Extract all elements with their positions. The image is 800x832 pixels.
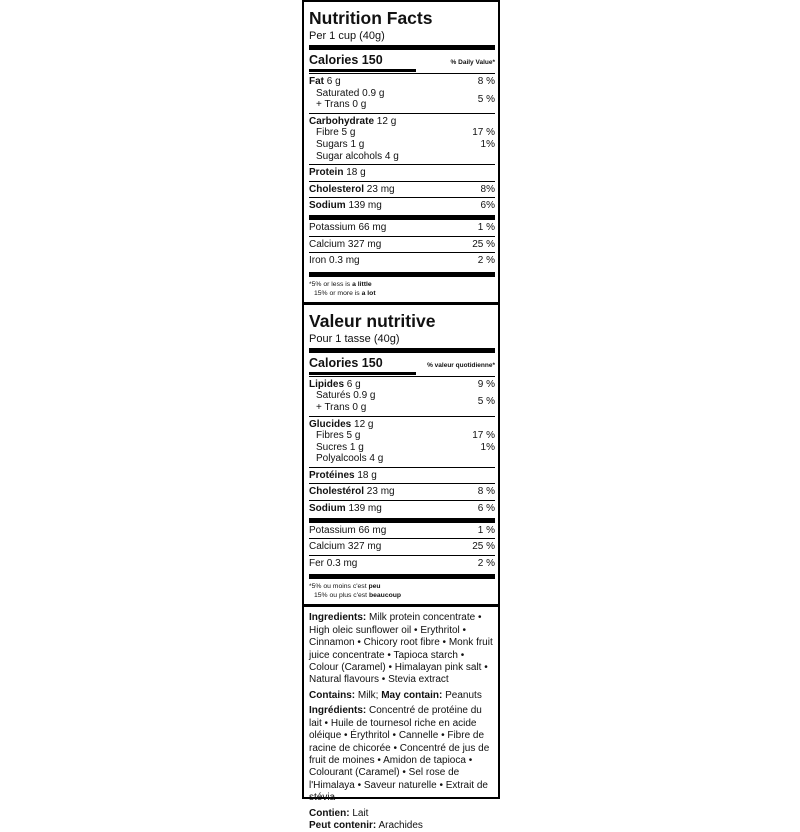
contains-text: Milk; bbox=[355, 689, 382, 701]
nutrient-row-sugars bbox=[309, 139, 495, 151]
nutrient-pct: 17 % bbox=[472, 127, 495, 139]
nutrient-pct: 8% bbox=[480, 183, 495, 195]
nutrient-name: Sodium bbox=[309, 200, 346, 212]
nutrient-row-iron bbox=[309, 255, 495, 267]
nutrient-pct: 1% bbox=[480, 138, 495, 150]
nutrient-pct: 6 % bbox=[477, 503, 495, 515]
daily-value-header: % valeur quotidienne* bbox=[427, 361, 495, 369]
nutrient-pct: 1 % bbox=[477, 524, 495, 536]
ingredients-text: Concentré de protéine du lait • Huile de tournesol riche en acide oléique • Érythritol • Cannelle • Fibre de racine de chicorée • Concentré de jus de fruit de moines • Amidon de tapioca • Colourant (Caramel) • Sel rose de l'Himalaya • Saveur naturelle • Extrait de stévia bbox=[309, 705, 490, 804]
nutrient-row-cholesterol bbox=[309, 486, 495, 498]
nutrient-amount: 23 mg bbox=[364, 486, 395, 498]
nutrient-row-carbohydrate bbox=[309, 419, 495, 431]
nutrient-row-protein bbox=[309, 167, 495, 179]
calories-row bbox=[309, 50, 495, 67]
daily-value-header: % Daily Value* bbox=[450, 59, 495, 66]
footnote-text: 15% ou plus c'est bbox=[314, 592, 369, 600]
valeur-nutritive-fr bbox=[309, 305, 495, 605]
nutrient-amount: 18 g bbox=[354, 469, 377, 481]
nutrient-row-sugar-alcohols bbox=[309, 151, 495, 163]
nutrient-name: + Trans 0 g bbox=[316, 99, 367, 111]
fat-group bbox=[309, 377, 495, 416]
potassium-group bbox=[309, 220, 495, 236]
footnote-text: 15% or more is bbox=[314, 289, 362, 297]
nutrient-row-sugars bbox=[309, 442, 495, 454]
nutrient-row-fat bbox=[309, 379, 495, 391]
iron-group bbox=[309, 556, 495, 572]
nutrient-pct: 8 % bbox=[477, 76, 495, 87]
calories-bar bbox=[309, 372, 416, 375]
nutrient-row-potassium bbox=[309, 222, 495, 234]
calories: Calories 150 bbox=[309, 53, 383, 67]
serving-size: Per 1 cup (40g) bbox=[309, 30, 385, 42]
contains-label: Contains: bbox=[309, 689, 356, 701]
nutrient-name: Potassium 66 mg bbox=[309, 524, 387, 536]
may-contain-label: Peut contenir: bbox=[309, 819, 377, 831]
nutrient-pct: 25 % bbox=[472, 541, 495, 553]
nutrient-name: Sugars 1 g bbox=[316, 138, 365, 150]
nutrient-amount: 18 g bbox=[343, 167, 366, 179]
nutrient-amount: 139 mg bbox=[345, 200, 382, 212]
nutrient-row-fat bbox=[309, 76, 495, 88]
footnote-text: *5% or less is bbox=[309, 280, 353, 288]
nutrient-pct: 25 % bbox=[472, 238, 495, 250]
iron-group bbox=[309, 253, 495, 269]
nutrient-amount: 23 mg bbox=[364, 183, 395, 195]
nutrient-row-sodium bbox=[309, 503, 495, 515]
nutrient-row-carbohydrate bbox=[309, 116, 495, 128]
nutrient-name: Saturés 0.9 g bbox=[316, 390, 376, 402]
ingredients-en bbox=[309, 612, 495, 686]
calories-bar bbox=[309, 69, 416, 72]
contains-label: Contien: bbox=[309, 807, 350, 819]
nutrient-pct: 2 % bbox=[477, 255, 495, 267]
fat-group bbox=[309, 74, 495, 113]
nutrient-name: Cholesterol bbox=[309, 183, 365, 195]
footnote bbox=[309, 277, 495, 302]
cholesterol-group bbox=[309, 484, 495, 500]
nutrient-pct: 9 % bbox=[477, 378, 495, 390]
ingredients-label: Ingredients: bbox=[309, 612, 367, 624]
nutrient-name: Lipides bbox=[309, 378, 345, 390]
calories: Calories 150 bbox=[309, 355, 383, 370]
nutrient-name: Cholestérol bbox=[309, 486, 365, 498]
nutrient-row-trans bbox=[309, 402, 495, 414]
nutrient-name: Calcium 327 mg bbox=[309, 541, 382, 553]
nutrient-pct: 6% bbox=[480, 200, 495, 212]
nutrient-row-fibre bbox=[309, 430, 495, 442]
nutrient-name: Carbohydrate bbox=[309, 115, 375, 127]
panel-title: Nutrition Facts bbox=[309, 8, 433, 28]
nutrient-amount: 6 g bbox=[344, 378, 361, 390]
footnote-line-1 bbox=[309, 582, 495, 591]
carb-group bbox=[309, 114, 495, 164]
ingredients-text: Milk protein concentrate • High oleic sunflower oil • Erythritol • Cinnamon • Chicory root fibre • Monk fruit juice concentrate • Tapioca starch • Colour (Caramel) • Himalayan pink salt • Natural flavours • Stevia extract bbox=[309, 612, 493, 686]
may-contain-label: May contain: bbox=[381, 689, 443, 701]
ingredients-fr bbox=[309, 705, 495, 804]
nutrient-name: Glucides bbox=[309, 418, 352, 430]
nutrition-label bbox=[302, 0, 500, 831]
protein-group bbox=[309, 468, 495, 484]
nutrient-pct: 17 % bbox=[472, 430, 495, 442]
contains-fr bbox=[309, 808, 495, 832]
nutrient-name: Protéines bbox=[309, 469, 355, 481]
nutrient-name: Saturated 0.9 g bbox=[316, 87, 385, 99]
nutrient-amount: 6 g bbox=[324, 76, 341, 87]
ingredients-section bbox=[309, 607, 495, 832]
nutrient-name: Sodium bbox=[309, 503, 346, 515]
footnote-bold: a lot bbox=[361, 289, 376, 297]
nutrient-row-sodium bbox=[309, 200, 495, 212]
sodium-group bbox=[309, 198, 495, 214]
may-contain-text: Peanuts bbox=[442, 689, 482, 701]
nutrient-amount: 12 g bbox=[374, 115, 397, 127]
nutrient-pct: 5 % bbox=[477, 396, 495, 408]
nutrient-pct: 1% bbox=[480, 441, 495, 453]
footnote-text: *5% ou moins c'est bbox=[309, 583, 369, 591]
nutrient-name: Sugar alcohols 4 g bbox=[316, 150, 399, 162]
nutrient-pct: 5 % bbox=[477, 93, 495, 105]
carb-group bbox=[309, 417, 495, 467]
nutrient-name: Fer 0.3 mg bbox=[309, 557, 358, 569]
nutrient-amount: 12 g bbox=[351, 418, 374, 430]
footnote-line-2 bbox=[309, 591, 495, 600]
nutrition-facts-en bbox=[309, 2, 495, 302]
nutrient-name: Calcium 327 mg bbox=[309, 238, 382, 250]
may-contain-text: Arachides bbox=[376, 819, 423, 831]
nutrient-name: Fibre 5 g bbox=[316, 127, 356, 139]
nutrient-row-sugar-alcohols bbox=[309, 453, 495, 465]
potassium-group bbox=[309, 523, 495, 539]
nutrient-row-potassium bbox=[309, 525, 495, 537]
nutrient-pct: 1 % bbox=[477, 221, 495, 233]
nutrient-row-iron bbox=[309, 558, 495, 570]
footnote-bold: beaucoup bbox=[368, 592, 402, 600]
ingredients-label: Ingrédients: bbox=[309, 705, 367, 717]
footnote bbox=[309, 579, 495, 604]
footnote-line-2 bbox=[309, 289, 495, 298]
nutrient-name: Iron 0.3 mg bbox=[309, 255, 360, 267]
contains-en bbox=[309, 690, 495, 702]
nutrient-name: Polyalcools 4 g bbox=[316, 453, 384, 465]
footnote-bold: a little bbox=[352, 280, 372, 288]
cholesterol-group bbox=[309, 182, 495, 198]
nutrient-name: Protein bbox=[309, 167, 344, 179]
footnote-bold: peu bbox=[368, 583, 381, 591]
nutrient-name: Potassium 66 mg bbox=[309, 221, 387, 233]
nutrient-row-calcium bbox=[309, 239, 495, 251]
calcium-group bbox=[309, 237, 495, 253]
footnote-line-1 bbox=[309, 280, 495, 289]
nutrient-pct: 2 % bbox=[477, 557, 495, 569]
serving-size: Pour 1 tasse (40g) bbox=[309, 332, 400, 345]
nutrient-row-calcium bbox=[309, 541, 495, 553]
calories-row bbox=[309, 353, 495, 370]
sodium-group bbox=[309, 501, 495, 517]
nutrient-row-fibre bbox=[309, 127, 495, 139]
panel-title: Valeur nutritive bbox=[309, 310, 436, 331]
nutrient-name: Fibres 5 g bbox=[316, 430, 361, 442]
nutrient-row-cholesterol bbox=[309, 184, 495, 196]
nutrient-pct: 8 % bbox=[477, 486, 495, 498]
contains-text: Lait bbox=[349, 807, 369, 819]
nutrient-row-trans bbox=[309, 99, 495, 111]
nutrient-name: + Trans 0 g bbox=[316, 401, 367, 413]
nutrient-amount: 139 mg bbox=[345, 503, 382, 515]
calcium-group bbox=[309, 539, 495, 555]
protein-group bbox=[309, 165, 495, 181]
nutrient-name: Sucres 1 g bbox=[316, 441, 364, 453]
nutrient-row-protein bbox=[309, 470, 495, 482]
nutrient-name: Fat bbox=[309, 76, 324, 87]
